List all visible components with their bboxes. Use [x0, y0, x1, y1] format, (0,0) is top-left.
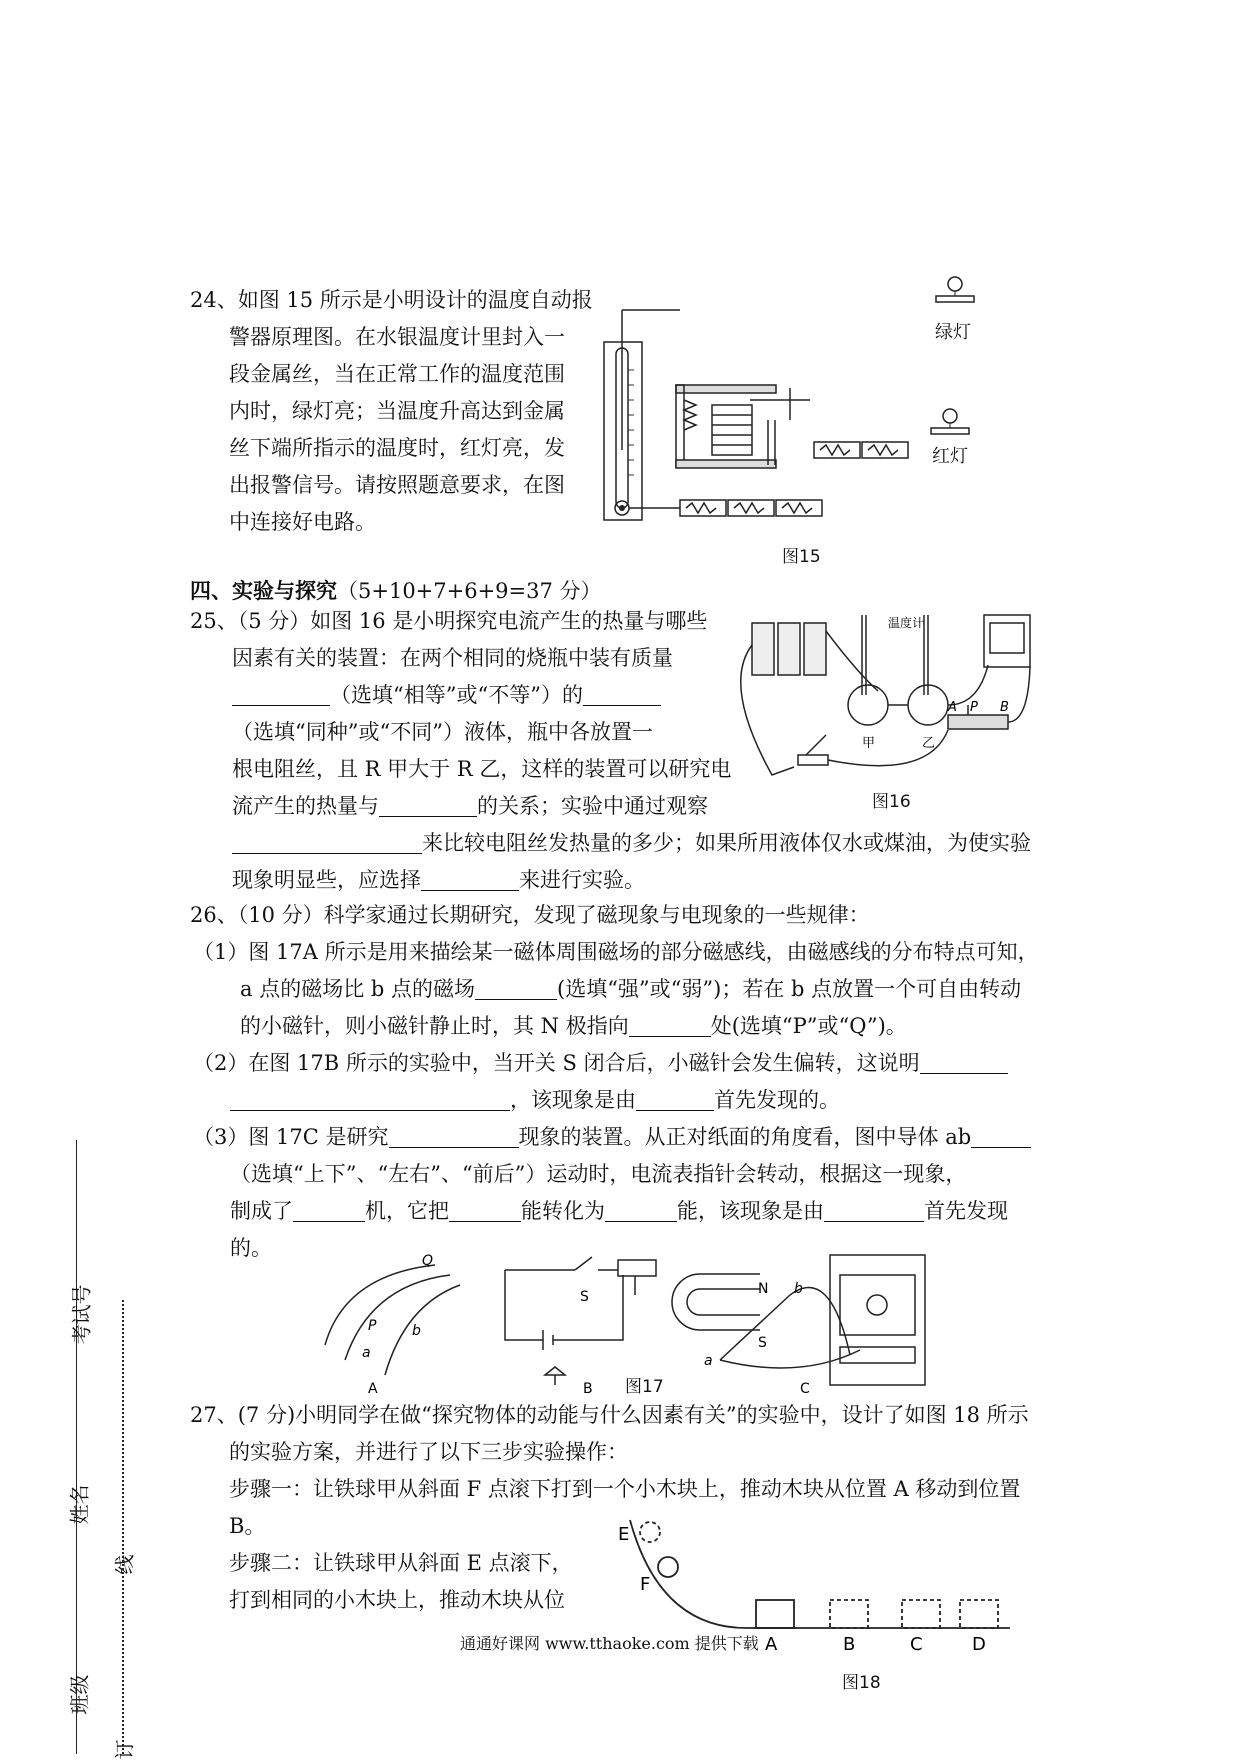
figure-16-caption: 图16: [872, 792, 911, 812]
fig17a-b-label: b: [412, 1323, 421, 1339]
q26-p2-line-2-b: ，该现象是由: [510, 1088, 636, 1112]
fig17c-n-label: N: [758, 1281, 769, 1297]
q27-line-2: 的实验方案，并进行了以下三步实验操作：: [229, 1440, 628, 1464]
fig17-c-label: C: [800, 1381, 810, 1395]
fig18-b-label: B: [843, 1634, 856, 1655]
q26-blank-2[interactable]: [629, 1014, 711, 1037]
sidebar-ding-mark: 订: [112, 1739, 137, 1760]
fig18-f-label: F: [640, 1574, 651, 1595]
sidebar-class: 班级: [67, 1674, 92, 1715]
green-lamp-icon: [930, 270, 980, 310]
q26-blank-1[interactable]: [475, 977, 557, 1000]
q25-line-8-text-a: 现象明显些，应选择: [232, 868, 421, 892]
q25-blank-2[interactable]: [583, 683, 661, 706]
rheostat-a-label: A: [948, 700, 957, 715]
q25-blank-3[interactable]: [379, 794, 477, 817]
q27-line-5: 步骤二：让铁球甲从斜面 E 点滚下，: [229, 1551, 573, 1575]
q26-p1-line-2: [190, 971, 1039, 1008]
q26-p3-line-2: （选填“上下”、“左右”、“前后”）运动时，电流表指针会转动，根据这一现象，: [230, 1162, 967, 1186]
red-lamp-batteries: [814, 442, 908, 458]
q26-blank-8[interactable]: [293, 1199, 365, 1222]
q26-p1-line-3-a: 的小磁针，则小磁针静止时，其 N 极指向: [240, 1014, 629, 1038]
q24-line-2: 警器原理图。在水银温度计里封入一: [229, 325, 565, 349]
rheostat-b-label: B: [1000, 700, 1009, 715]
q27-line-1: 27、(7 分)小明同学在做“探究物体的动能与什么因素有关”的实验中，设计了如图 18 所示: [190, 1403, 1029, 1427]
q26-line-1: 26、（10 分）科学家通过长期研究，发现了磁现象与电现象的一些规律：: [190, 903, 870, 927]
section-4-title: 四、实验与探究: [190, 578, 337, 603]
question-24: [190, 282, 593, 541]
q24-line-5: 丝下端所指示的温度时，红灯亮，发: [229, 436, 565, 460]
q27-line-6: 打到相同的小木块上，推动木块从位: [229, 1588, 565, 1612]
q26-blank-4[interactable]: [230, 1088, 510, 1111]
q27-line-3: 步骤一：让铁球甲从斜面 F 点滚下打到一个小木块上，推动木块从位置 A 移动到位置: [229, 1477, 1021, 1501]
q26-p1-line-2-a: a 点的磁场比 b 点的磁场: [240, 977, 475, 1001]
q24-line-4: 内时，绿灯亮；当温度升高达到金属: [229, 399, 565, 423]
rheostat-p-label: P: [970, 700, 978, 715]
q26-blank-11[interactable]: [824, 1199, 924, 1222]
q26-p1-line-1: （1）图 17A 所示是用来描绘某一磁体周围磁场的部分磁感线，由磁感线的分布特点可知，: [193, 940, 1039, 964]
q25-blank-5[interactable]: [421, 868, 519, 891]
q25-line-3-text: （选填“相等”或“不等”）的: [330, 683, 583, 707]
q26-p3-line-4: 的。: [230, 1236, 272, 1260]
fig17b-s-label: S: [580, 1289, 589, 1305]
q24-line-7: 中连接好电路。: [229, 510, 376, 534]
binding-line-dotted: [122, 1300, 124, 1754]
fig17a-q-label: Q: [422, 1253, 434, 1269]
q26-p2-line-2: [190, 1082, 1039, 1119]
section-4-heading: [190, 575, 602, 605]
q26-p3-line-3-d: 能，该现象是由: [677, 1199, 824, 1223]
binding-line-solid: [76, 1140, 77, 1754]
section-4-score: （5+10+7+6+9=37 分）: [337, 579, 602, 603]
q25-line-8-text-b: 来进行实验。: [519, 868, 645, 892]
q25-line-4: （选填“同种”或“不同”）液体，瓶中各放置一: [232, 720, 653, 744]
fig17-b-label: B: [583, 1381, 593, 1395]
sidebar-line-mark: 线: [112, 1554, 137, 1575]
red-lamp-label: 红灯: [932, 446, 968, 467]
q27-line-4: B。: [229, 1514, 266, 1538]
q25-line-5: 根电阻丝，且 R 甲大于 R 乙，这样的装置可以研究电: [232, 757, 732, 781]
q26-blank-10[interactable]: [605, 1199, 677, 1222]
q26-p2-line-1-text: （2）在图 17B 所示的实验中，当开关 S 闭合后，小磁针会发生偏转，这说明: [193, 1051, 920, 1075]
q26-p3-line-3: [190, 1193, 1039, 1230]
q26-p1-line-3-b: 处(选填“P”或“Q”)。: [710, 1014, 907, 1038]
fig17-a-label: A: [368, 1381, 378, 1395]
fig17c-b-label: b: [794, 1281, 803, 1297]
sidebar-exam-number: 考试号: [69, 1284, 94, 1345]
fig17a-p-label: P: [368, 1318, 377, 1334]
q25-line-2: 因素有关的装置：在两个相同的烧瓶中装有质量: [232, 646, 673, 670]
fig17a-a-label: a: [362, 1345, 371, 1361]
q26-p3-line-3-e: 首先发现: [924, 1199, 1008, 1223]
fig17c-a-label: a: [704, 1353, 713, 1369]
thermometer-label: 温度计: [888, 616, 925, 630]
q24-line-1: 24、如图 15 所示是小明设计的温度自动报: [190, 288, 593, 312]
q26-p3-line-1-b: 现象的装置。从正对纸面的角度看，图中导体 ab: [518, 1125, 972, 1149]
figure-18-caption: 图18: [842, 1673, 881, 1693]
q24-line-3: 段金属丝，当在正常工作的温度范围: [229, 362, 565, 386]
q26-blank-5[interactable]: [636, 1088, 714, 1111]
q26-blank-6[interactable]: [389, 1125, 519, 1148]
q26-blank-3[interactable]: [920, 1051, 1008, 1074]
q26-p1-line-3: [190, 1008, 1039, 1045]
flask-yi-label: 乙: [922, 736, 936, 751]
fig18-e-label: E: [618, 1524, 630, 1545]
q25-line-7-text: 来比较电阻丝发热量的多少；如果所用液体仅水或煤油，为使实验: [422, 831, 1031, 855]
sidebar-name: 姓名: [67, 1484, 92, 1525]
q26-blank-9[interactable]: [449, 1199, 521, 1222]
q26-p1-line-2-b: (选填“强”或“弱”)；若在 b 点放置一个可自由转动: [557, 977, 1022, 1001]
figure-15-caption: 图15: [782, 547, 821, 567]
q26-p3-line-3-a: 制成了: [230, 1199, 293, 1223]
relay: [676, 385, 810, 468]
green-lamp-label: 绿灯: [935, 322, 971, 343]
q24-line-6: 出报警信号。请按照题意要求，在图: [229, 473, 565, 497]
fig18-c-label: C: [910, 1634, 923, 1655]
q25-line-6-text-a: 流产生的热量与: [232, 794, 379, 818]
q25-line-6-text-b: 的关系；实验中通过观察: [477, 794, 708, 818]
question-26: [190, 897, 1039, 1267]
red-lamp-icon: [925, 402, 975, 442]
q26-p3-line-1-a: （3）图 17C 是研究: [193, 1125, 389, 1149]
q25-line-8: [190, 862, 1031, 899]
q26-p2-line-1: [190, 1045, 1039, 1082]
fig17c-s-label: S: [758, 1335, 767, 1351]
q26-p3-line-3-c: 能转化为: [521, 1199, 605, 1223]
flask-jia-label: 甲: [862, 736, 876, 751]
q25-blank-4[interactable]: [232, 831, 422, 854]
figure-16-heating-apparatus: [738, 605, 1038, 780]
figure-17-magnetism: [320, 1235, 950, 1395]
figure-17-caption: 图17: [625, 1377, 664, 1397]
q26-blank-7[interactable]: [971, 1125, 1031, 1148]
footer-source: 通通好课网 www.tthaoke.com 提供下载: [460, 1634, 759, 1653]
q26-p3-line-3-b: 机，它把: [365, 1199, 449, 1223]
q25-blank-1[interactable]: [232, 683, 330, 706]
q25-line-7: [190, 825, 1031, 862]
q26-p3-line-1: [190, 1119, 1039, 1156]
battery-group-1: [680, 500, 822, 516]
fig18-d-label: D: [972, 1634, 986, 1655]
fig18-a-label: A: [765, 1634, 778, 1655]
q25-line-1: 25、（5 分）如图 16 是小明探究电流产生的热量与哪些: [190, 609, 708, 633]
q26-p2-line-2-c: 首先发现的。: [714, 1088, 840, 1112]
